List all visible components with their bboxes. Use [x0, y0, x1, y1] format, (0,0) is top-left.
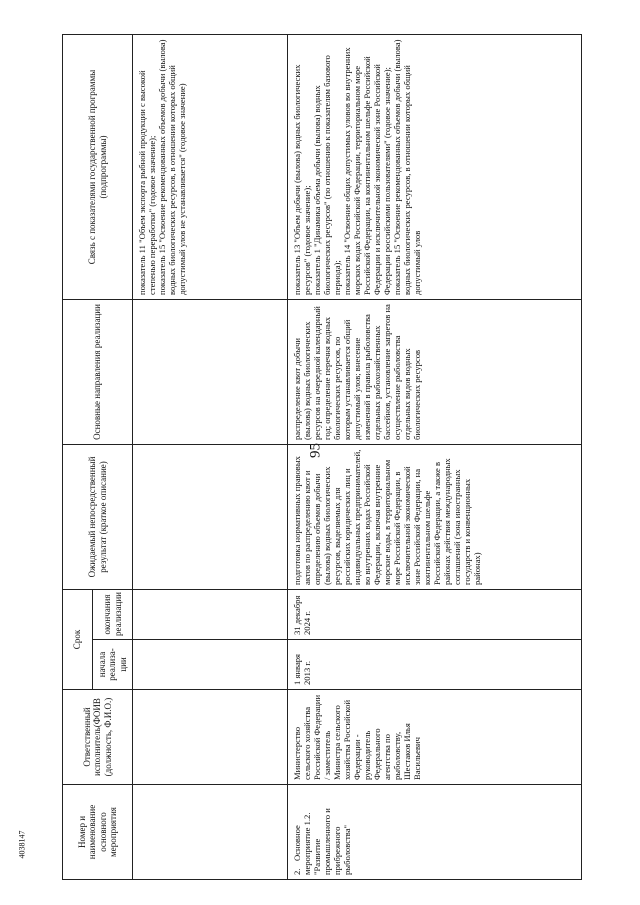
page-number: 95	[307, 443, 324, 458]
document-code: 4038147	[17, 830, 27, 859]
header-start: начала реализа-ции	[93, 640, 133, 690]
table-row-continuation	[133, 34, 288, 879]
header-activity: Номер и наименование основного мероприятия	[63, 785, 133, 880]
cell-empty	[133, 589, 288, 639]
activities-table	[62, 34, 582, 880]
cell-directions: распределение квот добычи (вылова) водных биологических ресурсов на очередной календарный год; определение перечня водных биологических ресурсов, по которым устанавливается общий допустимый улов; внесение изменений в правила рыболовства отдельных рыбохозяйственных бассейнов, установление запретов на осуществление рыболовства отдельных видов водных биологических ресурсов	[288, 299, 582, 444]
cell-indicators: показатель 13 "Объем добычи (вылова) водных биологических ресурсов" (годовое значение); показатель 1 "Динамика объема добычи (вылова) водных биологических ресурсов" (по отношению к показателям базового периода); показатель 14 "Освоение общих допустимых уловов во внутренних морских водах Российской Федерации, территориальном море Российской Федерации, на континентальном шельфе Российской Федерации и исключительной экономической зоне Российской Федерации российскими пользователями" (годовое значение); показатель 15 "Освоение рекомендованных объемов добычи (вылова) водных биологических ресурсов, в отношении которых общий допустимый улов	[288, 34, 582, 299]
activity-number: 2.	[292, 868, 302, 875]
header-indicators: Связь с показателями государственной программы (подпрограммы)	[63, 34, 133, 299]
cell-result: подготовка нормативных правовых актов по распределению квот и определению объемов добычи (вылова) водных биологических ресурсов, выделяемых для российских юридических лиц и индивидуальных предпринимателей, во внутренних водах Российской Федерации, включая внутренние морские воды, в территориальном море Российской Федерации, в исключительной экономической зоне Российской Федерации, на континентальном шельфе Российской Федерации, а также в районах действия международных соглашений (зона иностранных государств и конвенционных районах)	[288, 444, 582, 589]
cell-end: 31 декабря 2024 г.	[288, 589, 582, 639]
cell-empty	[133, 299, 288, 444]
rotated-landscape-page	[62, 35, 582, 880]
cell-start: 1 января 2013 г.	[288, 640, 582, 690]
table-row-activity-2	[288, 34, 582, 879]
header-term: Срок	[63, 589, 93, 689]
header-executor: Ответственный исполнитель(ФОИВ (должность, Ф.И.О.)	[63, 690, 133, 785]
header-end: окончания реализации	[93, 589, 133, 639]
cell-executor: Министерство сельского хозяйства Российской Федерации / заместитель Министра сельского хозяйства Российской Федерации - руководитель Федерального агентства по рыболовству, Шестаков Илья Васильевич	[288, 690, 582, 785]
cell-empty	[133, 640, 288, 690]
cell-indicators-continued: показатель 11 "Объем экспорта рыбной продукции с высокой степенью переработки" (годовое значение); показатель 15 "Освоение рекомендованных объемов добычи (вылова) водных биологических ресурсов, в отношении которых общий допустимый улов не устанавливается" (годовое значение)	[133, 34, 288, 299]
activity-name: Основное мероприятие 1.2. "Развитие промышленного и прибрежного рыболовства"	[292, 808, 352, 875]
cell-empty	[133, 690, 288, 785]
cell-empty	[133, 785, 288, 880]
header-result: Ожидаемый непосредственный результат (краткое описание)	[63, 444, 133, 589]
cell-empty	[133, 444, 288, 589]
cell-activity	[288, 785, 582, 880]
header-directions: Основные направления реализации	[63, 299, 133, 444]
